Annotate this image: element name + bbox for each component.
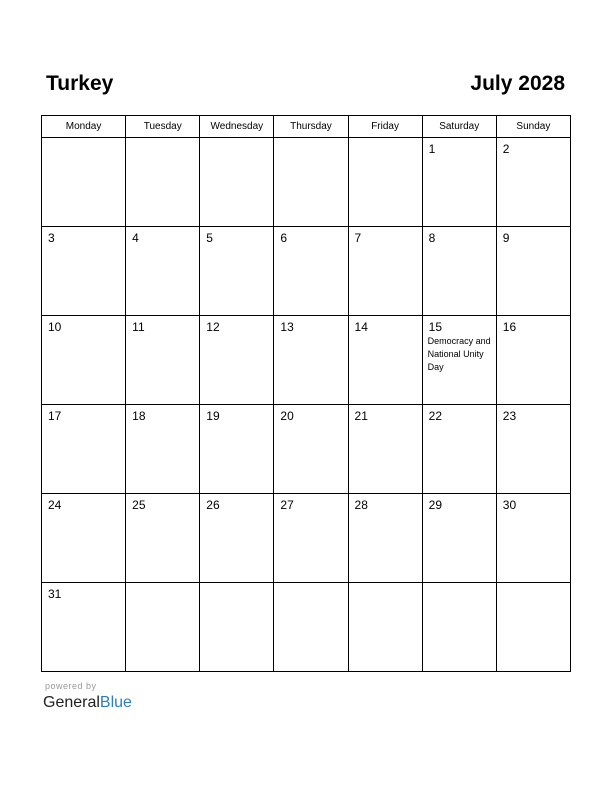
- day-number: 6: [280, 231, 288, 245]
- day-cell[interactable]: [422, 316, 496, 405]
- day-cell[interactable]: [42, 405, 126, 494]
- day-cell[interactable]: [496, 494, 570, 583]
- day-cell[interactable]: [42, 138, 126, 227]
- day-number: 30: [502, 498, 517, 512]
- day-cell[interactable]: [200, 583, 274, 672]
- day-cell[interactable]: [422, 227, 496, 316]
- day-cell[interactable]: [42, 583, 126, 672]
- week-row: [42, 138, 571, 227]
- day-cell[interactable]: [126, 405, 200, 494]
- brand-name-part2: Blue: [99, 694, 132, 711]
- brand-name-part1: General: [43, 694, 100, 711]
- day-cell[interactable]: [200, 138, 274, 227]
- day-cell[interactable]: [348, 138, 422, 227]
- day-cell[interactable]: [126, 494, 200, 583]
- day-cell[interactable]: [200, 405, 274, 494]
- day-cell[interactable]: [200, 227, 274, 316]
- brand-logo[interactable]: [43, 694, 132, 712]
- day-number: 8: [428, 231, 436, 245]
- day-cell[interactable]: [496, 405, 570, 494]
- weekday-tuesday: Tuesday: [126, 116, 200, 138]
- day-cell[interactable]: [274, 227, 348, 316]
- day-number: 3: [48, 231, 55, 245]
- day-cell[interactable]: [496, 227, 570, 316]
- day-number: 27: [280, 498, 294, 512]
- day-cell[interactable]: [496, 138, 570, 227]
- day-number: 15: [428, 320, 443, 334]
- day-number: 19: [206, 409, 220, 423]
- weekday-thursday: Thursday: [274, 116, 348, 138]
- footer-branding: [43, 681, 132, 712]
- day-cell[interactable]: [348, 227, 422, 316]
- week-row: [42, 227, 571, 316]
- day-number: 13: [280, 320, 294, 334]
- weekday-monday: Monday: [42, 116, 126, 138]
- day-number: 12: [206, 320, 220, 334]
- day-number: 11: [132, 320, 145, 334]
- day-number: 25: [132, 498, 146, 512]
- day-cell[interactable]: [42, 316, 126, 405]
- weekday-friday: Friday: [348, 116, 422, 138]
- week-row: [42, 494, 571, 583]
- day-number: 7: [354, 231, 362, 245]
- day-number: 16: [502, 320, 517, 334]
- day-number: 22: [428, 409, 443, 423]
- day-cell[interactable]: [274, 138, 348, 227]
- powered-by-text: powered by: [45, 681, 97, 691]
- weekday-saturday: Saturday: [422, 116, 496, 138]
- day-cell[interactable]: [126, 316, 200, 405]
- day-cell[interactable]: [348, 494, 422, 583]
- day-number: 9: [502, 231, 510, 245]
- day-number: 10: [48, 320, 62, 334]
- calendar-body: [42, 138, 571, 672]
- country-title: Turkey: [46, 72, 114, 95]
- day-number: 4: [132, 231, 139, 245]
- day-cell[interactable]: [200, 494, 274, 583]
- day-cell[interactable]: [422, 494, 496, 583]
- day-cell[interactable]: [422, 405, 496, 494]
- day-cell[interactable]: [496, 583, 570, 672]
- day-number: 29: [428, 498, 443, 512]
- day-cell[interactable]: [496, 316, 570, 405]
- day-number: 2: [502, 142, 510, 156]
- week-row: [42, 405, 571, 494]
- day-number: 31: [48, 587, 62, 601]
- day-cell[interactable]: [422, 583, 496, 672]
- day-cell[interactable]: [348, 316, 422, 405]
- week-row: [42, 316, 571, 405]
- day-cell[interactable]: [274, 494, 348, 583]
- day-cell[interactable]: [274, 583, 348, 672]
- month-year-title: July 2028: [470, 72, 565, 95]
- day-number: 17: [48, 409, 62, 423]
- day-number: 24: [48, 498, 62, 512]
- day-number: 28: [354, 498, 368, 512]
- day-cell[interactable]: [42, 494, 126, 583]
- day-number: 23: [502, 409, 517, 423]
- day-cell[interactable]: [274, 405, 348, 494]
- day-cell[interactable]: [42, 227, 126, 316]
- holiday-label: Democracy and National Unity Day: [427, 336, 491, 372]
- week-row: [42, 583, 571, 672]
- day-cell[interactable]: [348, 583, 422, 672]
- calendar-grid: [41, 115, 571, 672]
- day-cell[interactable]: [422, 138, 496, 227]
- day-cell[interactable]: [200, 316, 274, 405]
- day-cell[interactable]: [274, 316, 348, 405]
- day-number: 14: [354, 320, 368, 334]
- day-number: 18: [132, 409, 146, 423]
- weekday-header-row: [42, 116, 571, 138]
- day-number: 26: [206, 498, 220, 512]
- day-number: 21: [354, 409, 368, 423]
- day-cell[interactable]: [348, 405, 422, 494]
- day-number: 20: [280, 409, 294, 423]
- day-number: 5: [206, 231, 213, 245]
- day-cell[interactable]: [126, 583, 200, 672]
- day-number: 1: [428, 142, 436, 156]
- weekday-sunday: Sunday: [496, 116, 570, 138]
- day-cell[interactable]: [126, 227, 200, 316]
- day-cell[interactable]: [126, 138, 200, 227]
- weekday-wednesday: Wednesday: [200, 116, 274, 138]
